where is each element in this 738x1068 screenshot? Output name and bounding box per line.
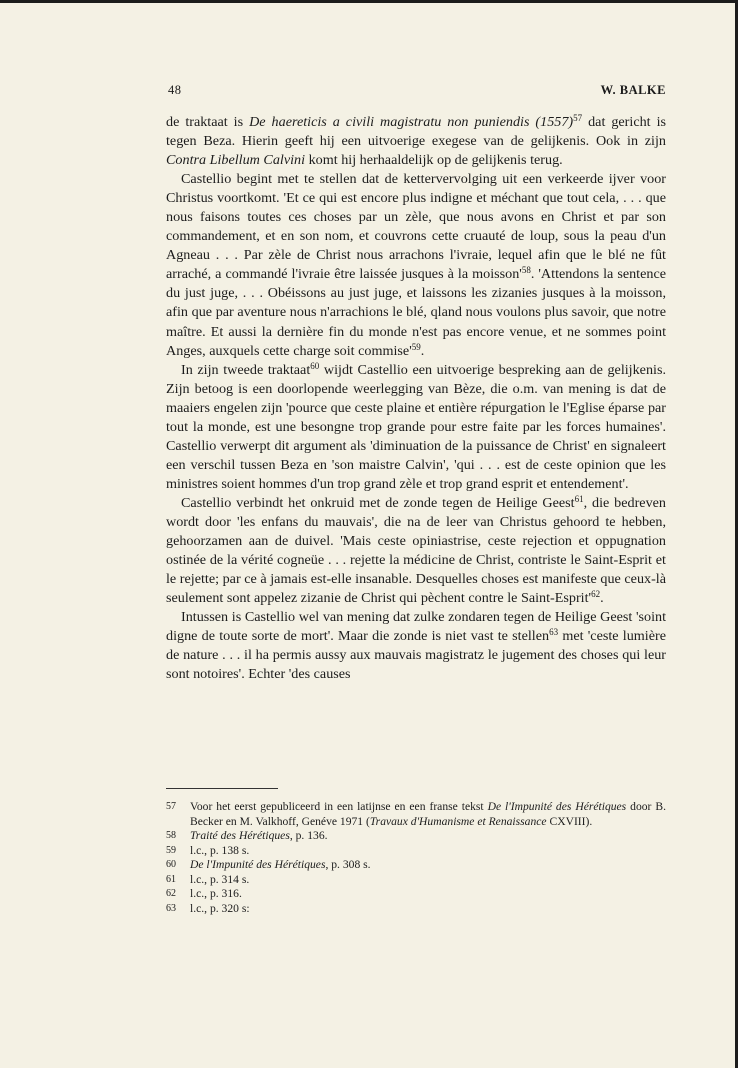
footnote-text [190, 829, 666, 844]
footnote-number: 63 [166, 902, 176, 914]
text-run: , p. 136. [289, 829, 328, 843]
text-run: dat gericht is tegen Beza. Hierin geeft hij een uitvoerige exegese van de gelijkenis. Ook in zijn [166, 114, 666, 150]
footnote-ref: 58 [521, 265, 531, 276]
italic-title: Traité des Hérétiques [190, 829, 290, 843]
footnote [166, 858, 666, 873]
text-run: door B. Becker en M. Valkhoff, Genéve 1971 ( [190, 800, 666, 828]
text-run: . 'Attendons la sentence du just juge, . . . Obéissons au just juge, et laissons les zizanies jusques à la moisson, afin que par aventure nous n'arrachions le blé, qland nous voulons plus savoir, que notre maître. Et aussi la dernière fin du monde n'est pas encore venue, et ne sommes point Anges, auxquels cette charge soit commise' [166, 266, 667, 359]
text-run: CXVIII). [546, 814, 593, 828]
text-run: met 'ceste lumière de nature . . . il ha permis aussy aux mauvais magistratz le jugement des choses qui leur sont notoires'. Echter 'des causes [166, 628, 666, 683]
text-run: In zijn tweede traktaat [181, 361, 311, 378]
italic-title: De l'Impunité des Hérétiques [190, 858, 326, 872]
text-run: Voor het eerst gepubliceerd in een latijnse en een franse tekst [190, 800, 488, 813]
paragraph [166, 608, 666, 684]
footnote-ref: 61 [574, 493, 584, 504]
footnote [166, 800, 666, 829]
text-run: l.c., p. 316. [190, 887, 242, 901]
text-run: l.c., p. 314 s. [190, 872, 250, 886]
footnote-text [190, 873, 666, 888]
footnote-ref: 62 [591, 589, 601, 600]
italic-title: De haereticis a civili magistratu non puniendis (1557) [249, 114, 574, 130]
text-run: wijdt Castellio een uitvoerige bespreking aan de gelijkenis. Zijn betoog is een doorlopende weerlegging van Bèze, die o.m. van mening is dat de maaiers engelen zijn 'pource que ceste plaine et entière répurgation le l'Eglise éparse par tout la monde, est une besongne trop grande pour estre faite par les forces humaines'. Castellio verwerpt dit argument als 'diminuation de la puissance de Christ' en signaleert een verschil tussen Beza en 'son maistre Calvin', 'qui . . . est de ceste opinion que les ministres soient hommes d'un trop grand zèle et trop grand esprit et entendement'. [166, 361, 666, 492]
footnote [166, 887, 666, 902]
footnote-number: 62 [166, 888, 176, 900]
italic-title: Travaux d'Humanisme et Renaissance [369, 814, 547, 828]
footnote-text [190, 902, 666, 917]
footnote-number: 59 [166, 844, 176, 856]
paragraph [166, 170, 666, 360]
text-run: komt hij herhaaldelijk op de gelijkenis terug. [305, 152, 563, 169]
footnote-number: 58 [166, 830, 176, 842]
footnote-rule [166, 788, 278, 789]
footnote-ref: 60 [310, 360, 320, 371]
footnote [166, 829, 666, 844]
footnote-text [190, 858, 666, 873]
paragraph [166, 113, 666, 170]
footnotes [166, 800, 666, 916]
footnote [166, 902, 666, 917]
footnote-ref: 57 [573, 113, 583, 123]
text-run: l.c., p. 138 s. [190, 843, 250, 857]
italic-title: De l'Impunité des Hérétiques [487, 800, 627, 813]
text-run: , p. 308 s. [325, 858, 371, 872]
text-run: Castellio verbindt het onkruid met de zonde tegen de Heilige Geest [181, 494, 575, 511]
italic-title: Contra Libellum Calvini [166, 152, 306, 169]
footnote-text [190, 887, 666, 902]
text-run: Castellio begint met te stellen dat de kettervervolging uit een verkeerde ijver voor Christus voortkomt. 'Et ce qui est encore plus indigne et méchant que tout cela, . . . que nous faisons toutes ces choses par un zèle, que nous avons en Christ et par son commandement, et en son nom, et couvrons cette cruauté de loup, sous la peau d'un Agneau . . . Par zèle de Christ nous arrachons l'ivraie, lequel afin que le blé ne fût arraché, a commandé l'ivraie être laissée jusques à la moisson' [166, 171, 666, 283]
running-head-author: W. BALKE [600, 83, 666, 97]
paragraph [166, 494, 666, 608]
text-run: . [420, 342, 425, 359]
footnote-number: 61 [166, 873, 176, 885]
footnote-number: 60 [166, 859, 176, 871]
footnote [166, 873, 666, 888]
text-run: l.c., p. 320 s: [190, 901, 250, 915]
footnote-text [190, 844, 666, 859]
footnote-ref: 59 [411, 341, 421, 352]
text-run: , die bedreven wordt door 'les enfans du mauvais', die na de leer van Christus gehoord te hebben, gehoorzamen aan de duivel. 'Mais ceste opiniastrise, ceste rejection et oppugnation ostinée de la vérité cogneüe . . . rejette la médicine de Christ, contriste le Saint-Esprit et le rejette; par ce à jamais est-elle insanable. Desquelles choses est manifeste que ceux-là seulement sont appelez zizanie de Christ qui pèchent contre le Saint-Esprit' [166, 494, 666, 607]
text-run: Intussen is Castellio wel van mening dat zulke zondaren tegen de Heilige Geest 'soint digne de toute sorte de mort'. Maar die zonde is niet vast te stellen [166, 609, 666, 645]
footnote [166, 844, 666, 859]
text-run: de traktaat is [166, 114, 250, 130]
footnote-ref: 63 [549, 627, 559, 638]
body-text [166, 113, 666, 684]
page-number: 48 [168, 83, 182, 97]
text-run: . [600, 590, 604, 607]
footnote-text [190, 800, 666, 829]
paragraph [166, 361, 666, 494]
footnote-number: 57 [166, 801, 176, 812]
